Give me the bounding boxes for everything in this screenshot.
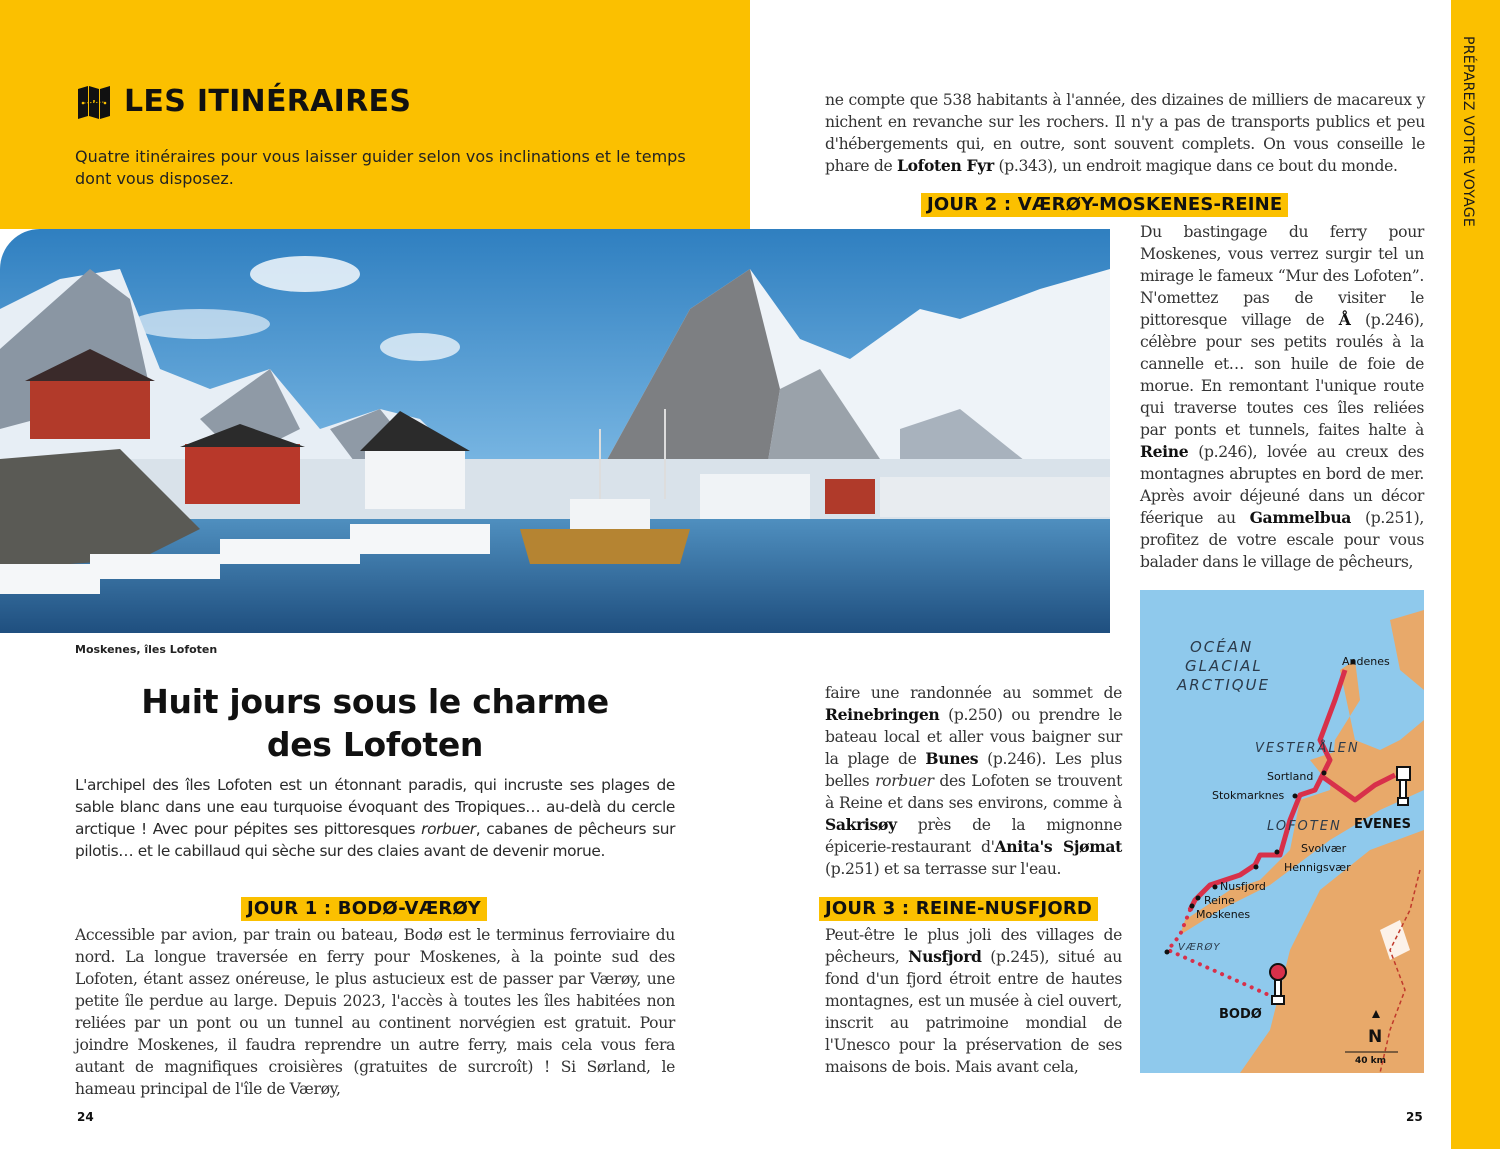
section-intro: Quatre itinéraires pour vous laisser guider selon vos inclinations et le temps dont vous disposez.: [75, 147, 686, 188]
map-end-evenes: EVENES: [1354, 817, 1411, 832]
map-place-svolvaer: Svolvær: [1301, 842, 1347, 855]
page-number-left: 24: [77, 1110, 94, 1124]
map-north-label: N: [1368, 1027, 1383, 1047]
section-title: LES ITINÉRAIRES: [124, 84, 412, 119]
map-region-vesteralen: VESTERÅLEN: [1255, 741, 1360, 756]
map-place-nusfjord: Nusfjord: [1220, 880, 1266, 893]
map-ocean-label-2: GLACIAL: [1185, 657, 1263, 675]
day3-text: Peut-être le plus joli des villages de pêcheurs, Nusfjord (p.245), situé au fond d'un fjord étroit entre de hautes montagnes, est un musée à ciel ouvert, inscrit au patrimoine mondial de l'Unesco pour la préservation de ses maisons de bois. Mais avant cela,: [825, 926, 1122, 1076]
map-region-vaeroy: VÆRØY: [1178, 942, 1221, 953]
map-place-reine: Reine: [1204, 894, 1235, 907]
map-icon: [76, 85, 112, 119]
map-ocean-label-3: ARCTIQUE: [1177, 676, 1271, 694]
side-tab-label: PRÉPAREZ VOTRE VOYAGE: [1460, 36, 1476, 228]
article-intro: L'archipel des îles Lofoten est un étonnant paradis, qui incruste ses plages de sable blanc dans une eau turquoise évoquant des Tropiques… au-delà du cercle arctique ! Avec pour pépites ses pittoresques rorbuer, cabanes de pêcheurs sur pilotis… et le cabillaud qui sèche sur des claies avant de devenir morue.: [75, 776, 675, 860]
day3-heading: JOUR 3 : REINE-NUSFJORD: [819, 897, 1098, 921]
map-place-moskenes: Moskenes: [1196, 908, 1251, 921]
day2-text: Du bastingage du ferry pour Moskenes, vous verrez surgir tel un mirage le fameux “Mur des Lofoten”. N'omettez pas de visiter le pittoresque village de Å (p.246), célèbre pour ses petits roulés à la cannelle et… son huile de foie de morue. En remontant l'unique route qui traverse toutes ces îles reliées par ponts et tunnels, faites halte à Reine (p.246), lovée au creux des montagnes abruptes en bord de mer. Après avoir déjeuné dans un décor féerique au Gammelbua (p.251), profitez de votre escale pour vous balader dans le village de pêcheurs,: [1140, 223, 1425, 571]
day1-heading: JOUR 1 : BODØ-VÆRØY: [241, 897, 487, 921]
map-place-andenes: Andenes: [1342, 655, 1390, 668]
section-header: [76, 84, 411, 119]
page-number-right: 25: [1406, 1110, 1423, 1124]
map-region-lofoten: LOFOTEN: [1267, 819, 1342, 834]
article-title-line2: des Lofoten: [266, 725, 484, 764]
photo-caption: Moskenes, îles Lofoten: [75, 643, 218, 656]
map-place-stokmarknes: Stokmarknes: [1212, 789, 1285, 802]
day2-heading: JOUR 2 : VÆRØY-MOSKENES-REINE: [921, 193, 1288, 217]
day1-text: Accessible par avion, par train ou bateau, Bodø est le terminus ferroviaire du nord. La longue traversée en ferry pour Moskenes, à la pointe sud des Lofoten, étant assez onéreuse, le plus astucieux est de passer par Værøy, une petite île perdue au large. Depuis 2023, l'accès à toutes les îles habitées non reliées par un pont ou un tunnel au continent norvégien est gratuit. Pour joindre Moskenes, il faudra reprendre un autre ferry, mais cela vous fera autant de magnifiques croisières (gratuites de surcroît) ! Si Sørland, le hameau principal de l'île de Værøy,: [75, 926, 675, 1098]
article-title-line1: Huit jours sous le charme: [141, 682, 609, 721]
hero-photo: [0, 229, 1110, 633]
map-ocean-label-1: OCÉAN: [1190, 638, 1254, 656]
article-title: [75, 680, 675, 766]
map-start-bodo: BODØ: [1219, 1007, 1262, 1022]
day1-continuation: ne compte que 538 habitants à l'année, des dizaines de milliers de macareux y nichent en revanche sur les rochers. Il n'y a pas de transports publics et peu d'hébergements qui, en outre, sont souvent complets. On vous conseille le phare de Lofoten Fyr (p.343), un endroit magique dans ce bout du monde.: [825, 91, 1425, 175]
map-place-hennigsvaer: Hennigsvær: [1284, 861, 1351, 874]
map-place-sortland: Sortland: [1267, 770, 1314, 783]
route-map: [1140, 590, 1424, 1073]
map-scale-label: 40 km: [1355, 1056, 1387, 1066]
day2-continuation: faire une randonnée au sommet de Reinebringen (p.250) ou prendre le bateau local et aller vous baigner sur la plage de Bunes (p.246). Les plus belles rorbuer des Lofoten se trouvent à Reine et dans ses environs, comme à Sakrisøy près de la mignonne épicerie-restaurant d'Anita's Sjømat (p.251) et sa terrasse sur l'eau.: [825, 684, 1122, 878]
